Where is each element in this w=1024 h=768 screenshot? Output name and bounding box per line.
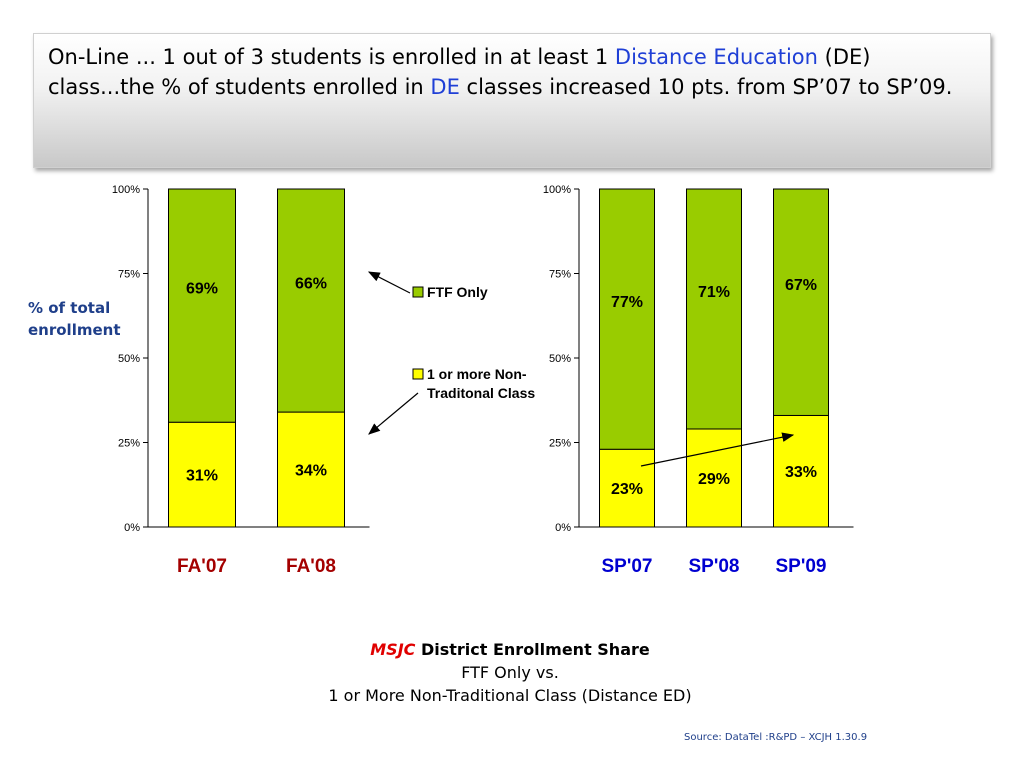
fall-y-tick-label: 0% (124, 522, 140, 534)
caption-line-3: 1 or More Non-Traditional Class (Distance ED) (328, 686, 692, 705)
spring-data-label: 23% (610, 481, 644, 499)
legend-label: FTF Only (427, 284, 488, 300)
spring-y-tick-label: 0% (555, 522, 571, 534)
headline-text-1: On-Line ... 1 out of 3 students is enrolled in at least 1 (48, 45, 615, 69)
fall-y-tick-label: 75% (117, 268, 140, 281)
spring-y-tick-label: 100% (542, 184, 571, 196)
headline-text-3: classes increased 10 pts. from SP’07 to SP’09. (459, 75, 953, 99)
spring-data-label: 71% (697, 283, 731, 301)
spring-bar-ftf (600, 189, 655, 449)
chart-caption (200, 638, 820, 707)
legend-arrow-nontrad (369, 393, 418, 434)
fall-bar-ftf (169, 189, 236, 422)
caption-title: District Enrollment Share (415, 640, 650, 659)
spring-category-label: SP'08 (688, 556, 740, 577)
fall-data-label: 34% (294, 462, 328, 480)
fall-bar-ftf (278, 189, 345, 412)
legend-swatch (413, 287, 423, 297)
y-axis-label: % of total enrollment (28, 299, 121, 339)
headline-highlight-de: DE (430, 75, 460, 99)
legend-arrow-ftf (369, 272, 410, 293)
spring-bar-ftf (687, 189, 742, 429)
caption-line-2: FTF Only vs. (461, 663, 559, 682)
spring-y-tick-label: 50% (548, 353, 571, 365)
fall-y-tick-label: 50% (117, 353, 140, 365)
legend-label: Traditonal Class (427, 385, 536, 401)
spring-data-label: 33% (784, 464, 818, 482)
spring-data-label: 77% (610, 294, 644, 312)
headline-text-2: (DE) class...the % of students enrolled in (48, 45, 871, 99)
legend (413, 284, 535, 401)
spring-data-label: 67% (784, 277, 818, 295)
fall-category-label: FA'07 (177, 556, 227, 577)
caption-brand: MSJC (370, 640, 416, 659)
fall-chart (112, 184, 370, 577)
spring-chart (543, 184, 854, 577)
fall-data-label: 31% (185, 467, 219, 485)
fall-y-tick-label: 100% (111, 184, 140, 196)
fall-y-tick-label: 25% (117, 437, 140, 450)
fall-data-label: 66% (294, 275, 328, 293)
caption-title-line (200, 638, 820, 661)
fall-data-label: 69% (185, 280, 219, 298)
spring-category-label: SP'07 (601, 556, 653, 577)
spring-y-tick-label: 75% (548, 268, 571, 281)
headline-highlight-de-full: Distance Education (614, 45, 818, 69)
spring-category-label: SP'09 (775, 556, 827, 577)
source-note: Source: DataTel :R&PD – XCJH 1.30.9 (684, 732, 868, 743)
spring-data-label: 29% (697, 470, 731, 488)
legend-swatch (413, 369, 423, 379)
spring-y-tick-label: 25% (548, 437, 571, 450)
fall-category-label: FA'08 (286, 556, 336, 577)
legend-label: 1 or more Non- (427, 366, 527, 382)
spring-bar-ftf (774, 189, 829, 415)
